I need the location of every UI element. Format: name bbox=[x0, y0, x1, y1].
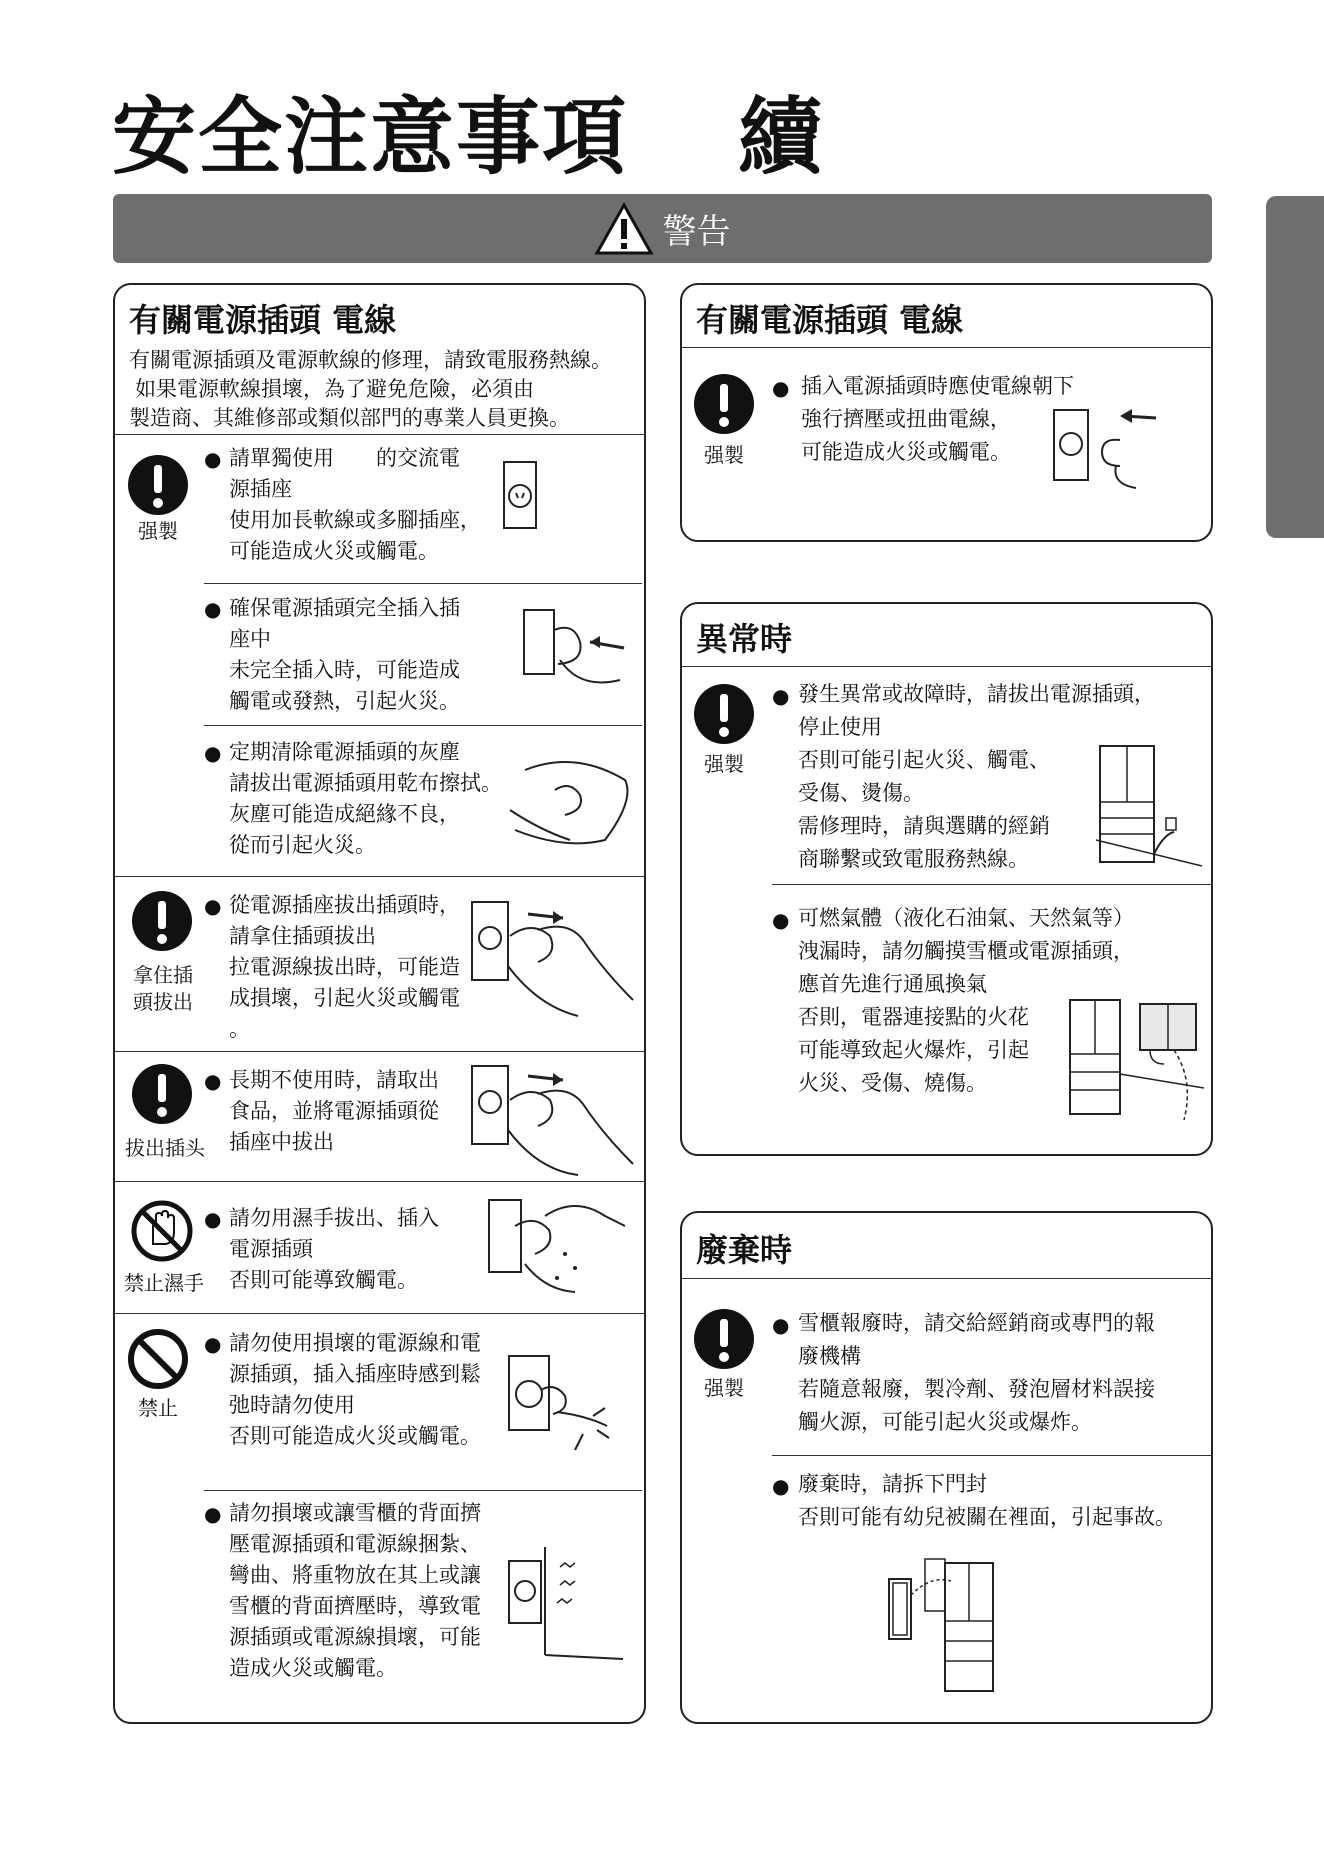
divider bbox=[115, 1181, 644, 1182]
text-line: 商聯繫或致電服務熱線。 bbox=[798, 847, 1029, 871]
pull-plug-illustration bbox=[468, 1060, 633, 1178]
text-line: 從電源插座拔出插頭時， bbox=[229, 893, 460, 917]
bullet: ● bbox=[204, 597, 222, 621]
text-line: 使用加長軟線或多腳插座， bbox=[229, 508, 481, 532]
text-line: 未完全插入時，可能造成 bbox=[229, 658, 460, 682]
text-line: 否則可能引起火災、觸電、 bbox=[798, 748, 1050, 772]
door-gasket-removal-illustration bbox=[885, 1555, 1005, 1695]
text-line: 源插座 bbox=[229, 477, 292, 501]
text-line: 雪櫃報廢時，請交給經銷商或專門的報 bbox=[798, 1311, 1155, 1335]
bullet: ● bbox=[204, 741, 222, 765]
text-line: 弛時請勿使用 bbox=[229, 1393, 355, 1417]
bullet: ● bbox=[204, 1069, 222, 1093]
damaged-cord-illustration bbox=[505, 1350, 625, 1460]
wet-hand-plug-illustration bbox=[485, 1196, 630, 1296]
text-line: 電源插頭 bbox=[229, 1237, 313, 1261]
section-label: 頭拔出 bbox=[133, 990, 193, 1014]
squeezed-cord-illustration bbox=[505, 1545, 625, 1660]
plug-insert-illustration bbox=[520, 600, 630, 695]
section-label: 强製 bbox=[704, 1376, 744, 1400]
bullet: ● bbox=[204, 894, 222, 918]
text-line: 否則可能有幼兒被關在裡面，引起事故。 bbox=[798, 1505, 1176, 1529]
text-line: 洩漏時，請勿觸摸雪櫃或電源插頭， bbox=[798, 939, 1134, 963]
text-line: 請勿用濕手拔出、插入 bbox=[229, 1206, 439, 1230]
text-line: 食品，並將電源插頭從 bbox=[229, 1099, 439, 1123]
left-intro-line: 有關電源插頭及電源軟線的修理，請致電服務熱線。 bbox=[129, 348, 612, 372]
text-line: 確保電源插頭完全插入插 bbox=[229, 596, 460, 620]
text-line: 觸火源，可能引起火災或爆炸。 bbox=[798, 1410, 1092, 1434]
title-continued: 續 bbox=[738, 88, 825, 186]
text-line: 雪櫃的背面擠壓時，導致電 bbox=[229, 1594, 481, 1618]
text-line: 否則可能造成火災或觸電。 bbox=[229, 1424, 481, 1448]
mandatory-icon bbox=[693, 1308, 755, 1370]
divider bbox=[682, 1278, 1211, 1279]
text-line: 灰塵可能造成絕緣不良， bbox=[229, 802, 460, 826]
text-line: 造成火災或觸電。 bbox=[229, 1656, 397, 1680]
text-line: 可能導致起火爆炸，引起 bbox=[798, 1038, 1029, 1062]
bullet: ● bbox=[772, 684, 790, 708]
text-line: 可能造成火災或觸電。 bbox=[801, 440, 1011, 464]
mandatory-icon bbox=[131, 1063, 193, 1125]
left-intro-line: 如果電源軟線損壞，為了避免危險，必須由 bbox=[135, 377, 534, 401]
text-line: 請勿使用損壞的電源線和電 bbox=[229, 1331, 481, 1355]
text-line: 插入電源插頭時應使電線朝下 bbox=[801, 374, 1074, 398]
text-line: 廢棄時，請拆下門封 bbox=[798, 1472, 987, 1496]
prohibited-icon bbox=[127, 1328, 189, 1390]
mandatory-icon bbox=[131, 890, 193, 952]
text-line: 請單獨使用 的交流電 bbox=[229, 446, 460, 470]
right-box1-heading: 有關電源插頭 電線 bbox=[696, 301, 964, 339]
mandatory-icon bbox=[693, 373, 755, 435]
text-line: 廢機構 bbox=[798, 1344, 861, 1368]
text-line: 需修理時，請與選購的經銷 bbox=[798, 814, 1050, 838]
mandatory-icon bbox=[693, 683, 755, 745]
divider bbox=[115, 1313, 644, 1314]
section-label: 禁止 bbox=[138, 1396, 178, 1420]
title-main: 安全注意事項 bbox=[112, 88, 629, 186]
section-label: 强製 bbox=[704, 752, 744, 776]
page-title bbox=[112, 88, 825, 186]
divider bbox=[682, 666, 1211, 667]
left-box-heading: 有關電源插頭 電線 bbox=[129, 301, 397, 339]
text-line: 長期不使用時，請取出 bbox=[229, 1068, 439, 1092]
section-label: 强製 bbox=[138, 519, 178, 543]
bullet: ● bbox=[204, 1207, 222, 1231]
banner-label: 警告 bbox=[662, 212, 731, 252]
refrigerator-unplug-illustration bbox=[1096, 742, 1202, 867]
text-line: 受傷、燙傷。 bbox=[798, 781, 924, 805]
text-line: 請拿住插頭拔出 bbox=[229, 924, 376, 948]
no-wet-hands-icon bbox=[131, 1200, 193, 1262]
gas-leak-window-illustration bbox=[1064, 996, 1204, 1121]
text-line: 停止使用 bbox=[798, 715, 882, 739]
text-line: 壓電源插頭和電源線捆紮、 bbox=[229, 1532, 481, 1556]
divider bbox=[115, 434, 644, 435]
text-line: 請拔出電源插頭用乾布擦拭。 bbox=[229, 771, 502, 795]
bullet: ● bbox=[772, 376, 790, 400]
text-line: 強行擠壓或扭曲電線， bbox=[801, 407, 1011, 431]
bullet: ● bbox=[204, 1332, 222, 1356]
text-line: 可燃氣體（液化石油氣、天然氣等） bbox=[798, 906, 1134, 930]
bullet: ● bbox=[772, 1474, 790, 1498]
text-line: 定期清除電源插頭的灰塵 bbox=[229, 740, 460, 764]
text-line: 成損壞，引起火災或觸電 bbox=[229, 986, 460, 1010]
bullet: ● bbox=[204, 447, 222, 471]
mandatory-icon bbox=[127, 454, 189, 516]
cleaning-plug-illustration bbox=[505, 750, 635, 850]
text-line: 彎曲、將重物放在其上或讓 bbox=[229, 1563, 481, 1587]
text-line: 源插頭或電源線損壞，可能 bbox=[229, 1625, 481, 1649]
text-line: 否則可能導致觸電。 bbox=[229, 1268, 418, 1292]
divider bbox=[772, 1455, 1211, 1456]
text-line: 座中 bbox=[229, 627, 271, 651]
text-line: 。 bbox=[229, 1017, 250, 1041]
section-label: 拔出插头 bbox=[125, 1136, 205, 1160]
divider bbox=[682, 347, 1211, 348]
side-tab bbox=[1266, 196, 1324, 538]
bullet: ● bbox=[772, 1313, 790, 1337]
warning-triangle-icon bbox=[595, 203, 653, 255]
text-line: 插座中拔出 bbox=[229, 1130, 334, 1154]
section-label: 拿住插 bbox=[133, 963, 193, 987]
text-line: 火災、受傷、燒傷。 bbox=[798, 1071, 987, 1095]
text-line: 若隨意報廢，製冷劑、發泡層材料誤接 bbox=[798, 1377, 1155, 1401]
text-line: 應首先進行通風換氣 bbox=[798, 972, 987, 996]
divider bbox=[204, 1490, 642, 1491]
divider bbox=[204, 725, 642, 726]
text-line: 從而引起火災。 bbox=[229, 833, 376, 857]
text-line: 拉電源線拔出時，可能造 bbox=[229, 955, 460, 979]
text-line: 可能造成火災或觸電。 bbox=[229, 539, 439, 563]
divider bbox=[204, 583, 642, 584]
warning-banner bbox=[113, 194, 1212, 263]
socket-illustration bbox=[500, 460, 540, 530]
plug-cord-down-illustration bbox=[1050, 400, 1160, 492]
divider bbox=[115, 876, 644, 877]
divider bbox=[115, 1051, 644, 1052]
section-label: 禁止濕手 bbox=[124, 1271, 204, 1295]
bullet: ● bbox=[204, 1502, 222, 1526]
text-line: 源插頭，插入插座時感到鬆 bbox=[229, 1362, 481, 1386]
right-box3-heading: 廢棄時 bbox=[696, 1231, 793, 1269]
left-intro-line: 製造商、其維修部或類似部門的專業人員更換。 bbox=[129, 406, 570, 430]
bullet: ● bbox=[772, 908, 790, 932]
text-line: 否則，電器連接點的火花 bbox=[798, 1005, 1029, 1029]
pull-plug-illustration bbox=[468, 896, 633, 1021]
text-line: 觸電或發熱，引起火災。 bbox=[229, 689, 460, 713]
right-box2-heading: 異常時 bbox=[696, 620, 793, 658]
text-line: 發生異常或故障時，請拔出電源插頭， bbox=[798, 682, 1155, 706]
section-label: 强製 bbox=[704, 443, 744, 467]
divider bbox=[772, 884, 1211, 885]
text-line: 請勿損壞或讓雪櫃的背面擠 bbox=[229, 1501, 481, 1525]
